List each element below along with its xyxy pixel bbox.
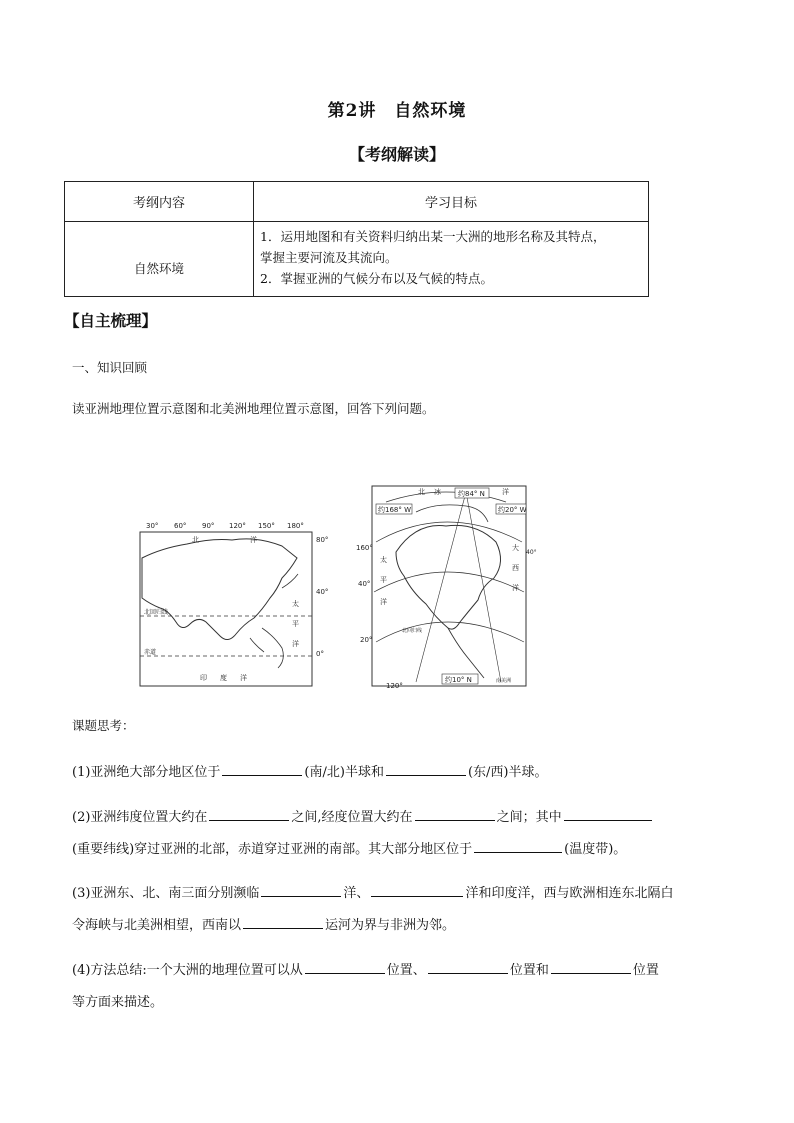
question-4-line-2	[72, 991, 163, 1010]
na-label: 北	[418, 488, 425, 496]
q3-text: (3)亚洲东、北、南三面分别濒临	[72, 886, 260, 901]
na-tick: 40°	[526, 549, 537, 556]
q3-text: 洋和印度洋，西与欧洲相连东北隔白	[465, 886, 674, 901]
na-box-label: 约168° W	[378, 506, 412, 514]
question-1	[72, 761, 547, 780]
question-3-line-1	[72, 882, 673, 901]
na-tick: 120°	[386, 682, 403, 690]
q2-text: (温度带)。	[564, 842, 627, 857]
q2-text: (重要纬线)穿过亚洲的北部，赤道穿过亚洲的南部。其大部分地区位于	[72, 842, 473, 857]
na-label: 冰	[434, 488, 441, 496]
q1-text: (1)亚洲绝大部分地区位于	[72, 765, 221, 780]
q2-text: 之间,经度位置大约在	[291, 810, 413, 825]
na-label: 大	[512, 544, 519, 552]
asia-tick-top: 120°	[229, 522, 246, 530]
table-header-row	[65, 182, 649, 222]
q2-blank-4[interactable]	[474, 838, 562, 853]
asia-tick-top: 30°	[146, 522, 159, 530]
q4-text: (4)方法总结:一个大洲的地理位置可以从	[72, 963, 303, 978]
asia-tick-right: 0°	[316, 650, 324, 658]
na-label: 洋	[380, 598, 387, 606]
cell-goals	[254, 222, 649, 297]
q2-blank-1[interactable]	[209, 806, 289, 821]
asia-tick-right: 80°	[316, 536, 329, 544]
na-label: 西	[512, 564, 519, 572]
asia-tick-top: 90°	[202, 522, 215, 530]
goal-line: 掌握主要河流及其流向。	[260, 250, 398, 265]
knowledge-heading: 一、知识回顾	[72, 360, 148, 375]
asia-map	[132, 518, 332, 690]
asia-label: 度	[220, 674, 227, 682]
na-label: 北回归线	[402, 628, 423, 634]
asia-label: 太	[292, 600, 299, 608]
instruction-text: 读亚洲地理位置示意图和北美洲地理位置示意图，回答下列问题。	[72, 401, 435, 416]
na-label: 洋	[512, 584, 519, 592]
na-label: 南美洲	[496, 678, 512, 684]
question-2-line-1	[72, 806, 654, 825]
q4-text: 位置、	[386, 963, 426, 978]
na-label: 洋	[502, 488, 509, 496]
header-content: 考纲内容	[65, 182, 254, 222]
asia-label: 赤道	[144, 649, 157, 656]
asia-label: 北	[192, 536, 199, 544]
asia-label: 北回归线	[144, 609, 169, 616]
cell-content: 自然环境	[65, 222, 254, 297]
question-4-line-1	[72, 959, 659, 978]
goal-line: 1．运用地图和有关资料归纳出某一大洲的地形名称及其特点，	[260, 229, 606, 244]
q3-blank-3[interactable]	[243, 914, 323, 929]
asia-tick-top: 150°	[258, 522, 275, 530]
q4-blank-3[interactable]	[551, 959, 631, 974]
outline-heading: 【考纲解读】	[348, 145, 445, 164]
q3-blank-2[interactable]	[371, 882, 463, 897]
north-america-map	[356, 482, 537, 690]
na-label: 平	[380, 576, 387, 584]
outline-table	[64, 181, 649, 297]
question-3-line-2	[72, 914, 455, 933]
asia-label: 平	[292, 620, 299, 628]
na-box-label: 约10° N	[445, 676, 472, 684]
asia-label: 洋	[292, 640, 299, 648]
q3-blank-1[interactable]	[261, 882, 341, 897]
q2-text: 之间；其中	[496, 810, 562, 825]
q4-text: 位置和	[509, 963, 549, 978]
asia-tick-right: 40°	[316, 588, 329, 596]
na-tick: 160°	[356, 544, 373, 552]
table-row	[65, 222, 649, 297]
header-goals: 学习目标	[254, 182, 649, 222]
na-box-label: 约84° N	[458, 490, 485, 498]
na-tick: 40°	[358, 580, 371, 588]
section-heading: 【自主梳理】	[64, 312, 158, 330]
asia-label: 洋	[240, 674, 247, 682]
q3-text: 洋、	[343, 886, 370, 901]
q2-blank-3[interactable]	[564, 806, 652, 821]
thinking-label: 课题思考：	[72, 718, 135, 733]
q4-blank-2[interactable]	[428, 959, 508, 974]
q1-text: (南/北)半球和	[304, 765, 384, 780]
na-tick: 20°	[360, 636, 373, 644]
asia-tick-top: 60°	[174, 522, 187, 530]
na-box-label: 约20° W	[498, 506, 527, 514]
goal-line: 2．掌握亚洲的气候分布以及气候的特点。	[260, 271, 493, 286]
page-title: 第2讲 自然环境	[327, 101, 467, 121]
question-2-line-2	[72, 838, 626, 857]
q3-text: 令海峡与北美洲相望，西南以	[72, 918, 242, 933]
q1-text: (东/西)半球。	[467, 765, 548, 780]
q1-blank-1[interactable]	[222, 761, 302, 776]
asia-label: 洋	[250, 536, 257, 544]
q4-text: 等方面来描述。	[72, 995, 164, 1010]
q2-blank-2[interactable]	[415, 806, 495, 821]
q1-blank-2[interactable]	[386, 761, 466, 776]
na-label: 太	[380, 556, 387, 564]
q4-blank-1[interactable]	[305, 959, 385, 974]
q2-text: (2)亚洲纬度位置大约在	[72, 810, 208, 825]
asia-label: 印	[200, 674, 207, 682]
q4-text: 位置	[632, 963, 659, 978]
q3-text: 运河为界与非洲为邻。	[325, 918, 456, 933]
asia-tick-top: 180°	[287, 522, 304, 530]
